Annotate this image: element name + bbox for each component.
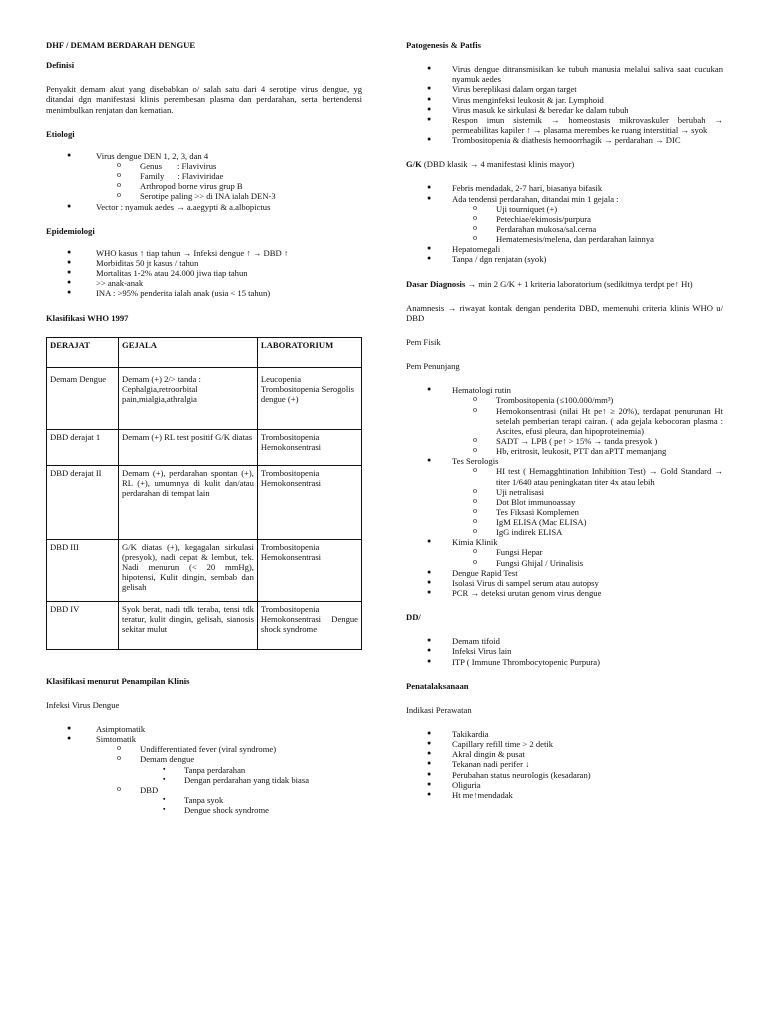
table-cell: G/K diatas (+), kegagalan sirkulasi (presyok), nadi cepat & lembut, tek. Nadi menurun (< 20 mmHg), hipotensi, Kulit dingin, sembab dan gelisah xyxy=(119,539,258,601)
list-item: ● ITP ( Immune Thrombocytopenic Purpura) xyxy=(406,657,723,667)
list-item: ● Virus menginfeksi leukosit & jar. Lymphoid xyxy=(406,95,723,105)
table-row xyxy=(47,539,362,601)
list-item: o Undifferentiated fever (viral syndrome) xyxy=(96,744,362,754)
list-item xyxy=(406,385,723,456)
list-item: ● INA : >95% penderita ialah anak (usia < 15 tahun) xyxy=(46,288,362,298)
table-row xyxy=(47,601,362,649)
list-item: o HI test ( Hemagghtination Inhibition Test) → Gold Standard → titer 1/640 atau peningkatan titer 4x atau lebih xyxy=(452,466,723,486)
list-item: o Family : Flaviviridae xyxy=(96,171,362,181)
klinis-intro: Infeksi Virus Dengue xyxy=(46,699,120,710)
dd-list xyxy=(406,636,723,666)
list-item: o Fungsi Ghijal / Urinalisis xyxy=(452,558,723,568)
list-item: o Arthropod borne virus grup B xyxy=(96,181,362,191)
dasar-text: → min 2 G/K + 1 kriteria laboratorium (sedikitnya terdpt pe↑ Ht) xyxy=(465,278,693,289)
column-header: DERAJAT xyxy=(47,337,119,367)
list-item: o Petechiae/ekimosis/purpura xyxy=(452,214,723,224)
dasar-diagnosis xyxy=(406,279,723,289)
list-item: o Uji tourniquet (+) xyxy=(452,204,723,214)
gk-note: (DBD klasik → 4 manifestasi klinis mayor) xyxy=(421,159,575,170)
list-item: ● PCR → deteksi urutan genom virus dengue xyxy=(406,588,723,598)
list-item xyxy=(96,785,362,815)
table-row xyxy=(47,367,362,429)
list-item: o Dot Blot immunoassay xyxy=(452,497,723,507)
table-cell: Demam (+) 2/> tanda : Cephalgia,retroorbital pain,mialgia,athralgia xyxy=(119,367,258,429)
list-item: o Hemokonsentrasi (nilai Ht pe↑ ≥ 20%), terdapat penurunan Ht setelah pemberian terapi cairan. ( ada gejala kebocoran plasma : Ascites, efusi pleura, dan hipoproteinemia) xyxy=(452,406,723,436)
list-item: ● Capillary refill time > 2 detik xyxy=(406,739,723,749)
indikasi-heading: Indikasi Perawatan xyxy=(406,704,472,715)
pem-penunjang: Pem Penunjang xyxy=(406,361,460,372)
list-item-text: Ada tendensi perdarahan, ditandai min 1 gejala : xyxy=(452,193,619,204)
left-column xyxy=(46,40,362,815)
table-row xyxy=(47,465,362,539)
list-item: ● Respon imun sistemik → homeostasis mikrovaskuler berubah → permeabilitas kapiler ↑ → plasama merembes ke ruang interstitial → syok xyxy=(406,115,723,135)
list-item: ▪ Dengan perdarahan yang tidak biasa xyxy=(140,775,362,785)
etiologi-heading: Etiologi xyxy=(46,128,75,139)
table-cell: Demam Dengue xyxy=(47,367,119,429)
list-item: ● Asimptomatik xyxy=(46,724,362,734)
list-item: o Fungsi Hepar xyxy=(452,547,723,557)
list-item-text: Kimia Klinik xyxy=(452,537,498,548)
list-item-text: Demam dengue xyxy=(140,754,195,765)
list-item: ● Virus dengue ditransmisikan ke tubuh manusia melalui saliva saat cucukan nyamuk aedes xyxy=(406,64,723,84)
list-item: ● >> anak-anak xyxy=(46,278,362,288)
table-cell: Trombositopenia Hemokonsentrasi xyxy=(257,539,361,601)
list-item: ● Oliguria xyxy=(406,780,723,790)
list-item: ● Akral dingin & pusat xyxy=(406,749,723,759)
list-item: ▪ Tanpa perdarahan xyxy=(140,765,362,775)
pem-fisik: Pem Fisik xyxy=(406,336,441,347)
list-item: ● Febris mendadak, 2-7 hari, biasanya bifasik xyxy=(406,183,723,193)
list-item: o IgM ELISA (Mac ELISA) xyxy=(452,517,723,527)
list-item-text: Virus dengue DEN 1, 2, 3, dan 4 xyxy=(96,150,209,161)
list-item: o Uji netralisasi xyxy=(452,487,723,497)
list-item: ● Demam tifoid xyxy=(406,636,723,646)
list-item: o Serotipe paling >> di INA ialah DEN-3 xyxy=(96,191,362,201)
epidemiologi-heading: Epidemiologi xyxy=(46,225,95,236)
etiologi-sublist xyxy=(96,161,362,202)
patogenesis-list xyxy=(406,64,723,145)
list-item: ● Perubahan status neurologis (kesadaran) xyxy=(406,770,723,780)
hematologi-sublist xyxy=(452,395,723,456)
table-cell: Demam (+), perdarahan spontan (+), RL (+), umumnya di kulit dan/atau perdarahan di tempat lain xyxy=(119,465,258,539)
dd-heading: DD/ xyxy=(406,612,421,623)
table-cell: DBD derajat 1 xyxy=(47,429,119,465)
dasar-heading: Dasar Diagnosis xyxy=(406,278,466,289)
list-item: ● Tekanan nadi perifer ↓ xyxy=(406,759,723,769)
list-item: ● Tanpa / dgn renjatan (syok) xyxy=(406,254,723,264)
table-cell: DBD III xyxy=(47,539,119,601)
list-item xyxy=(46,151,362,202)
list-item: o Tes Fiksasi Komplemen xyxy=(452,507,723,517)
etiologi-list xyxy=(46,151,362,212)
list-item: o IgG indirek ELISA xyxy=(452,527,723,537)
list-item xyxy=(96,754,362,784)
column-header: GEJALA xyxy=(119,337,258,367)
list-item: o Hematemesis/melena, dan perdarahan lainnya xyxy=(452,234,723,244)
list-item: ● WHO kasus ↑ tiap tahun → Infeksi dengue ↑ → DBD ↑ xyxy=(46,248,362,258)
table-header-row xyxy=(47,337,362,367)
list-item: ● Infeksi Virus lain xyxy=(406,646,723,656)
list-item: ● Mortalitas 1-2% atau 24.000 jiwa tiap tahun xyxy=(46,268,362,278)
kimia-sublist xyxy=(452,547,723,567)
list-item xyxy=(406,456,723,537)
gk-list xyxy=(406,183,723,264)
table-cell: Demam (+) RL test positif G/K diatas xyxy=(119,429,258,465)
anamnesis-text: Anamnesis → riwayat kontak dengan penderita DBD, memenuhi criteria klinis WHO u/ DBD xyxy=(406,302,723,323)
table-cell: Syok berat, nadi tdk teraba, tensi tdk teratur, kulit dingin, gelisah, sianosis sekitar mulut xyxy=(119,601,258,649)
list-item: ● Ht me↑mendadak xyxy=(406,790,723,800)
table-cell: Trombositopenia Hemokonsentrasi xyxy=(257,465,361,539)
column-header: LABORATORIUM xyxy=(257,337,361,367)
document-title: DHF / DEMAM BERDARAH DENGUE xyxy=(46,40,196,50)
klinis-heading: Klasifikasi menurut Penampilan Klinis xyxy=(46,675,190,686)
table-cell: Trombositopenia Hemokonsentrasi Dengue shock syndrome xyxy=(257,601,361,649)
klinis-subsublist xyxy=(140,765,362,785)
list-item: ● Morbiditas 50 jt kasus / tahun xyxy=(46,258,362,268)
list-item: ● Virus masuk ke sirkulasi & beredar ke dalam tubuh xyxy=(406,105,723,115)
list-item-text: Tes Serologis xyxy=(452,456,499,467)
table-cell: Trombositopenia Hemokonsentrasi xyxy=(257,429,361,465)
definisi-heading: Definisi xyxy=(46,60,75,71)
list-item: ● Hepatomegali xyxy=(406,244,723,254)
klasifikasi-table xyxy=(46,337,362,650)
gk-sublist xyxy=(452,204,723,245)
klinis-sublist xyxy=(96,744,362,815)
right-column xyxy=(406,40,723,800)
list-item: o Genus : Flavivirus xyxy=(96,161,362,171)
list-item: ▪ Tanpa syok xyxy=(140,795,362,805)
table-cell: Leucopenia Trombositopenia Serogolis dengue (+) xyxy=(257,367,361,429)
list-item: ● Isolasi Virus di sampel serum atau autopsy xyxy=(406,578,723,588)
list-item: o Hb, eritrosit, leukosit, PTT dan aPTT memanjang xyxy=(452,446,723,456)
table-cell: DBD IV xyxy=(47,601,119,649)
indikasi-list xyxy=(406,729,723,800)
list-item-text: DBD xyxy=(140,784,159,795)
epidemiologi-list xyxy=(46,248,362,299)
list-item: ● Trombositopenia & diathesis hemoorrhagik → perdarahan → DIC xyxy=(406,135,723,145)
list-item-text: Simtomatik xyxy=(96,734,137,745)
penunjang-list xyxy=(406,385,723,598)
list-item: o Perdarahan mukosa/sal.cerna xyxy=(452,224,723,234)
list-item: ● Dengue Rapid Test xyxy=(406,568,723,578)
definisi-text: Penyakit demam akut yang disebabkan o/ salah satu dari 4 serotipe virus dengue, yg ditandai dgn manifestasi klinis perembesan plasma dan perdarahan, serta bertendensi menimbulkan renjatan dan kematian. xyxy=(46,84,362,115)
list-item: ● Virus bereplikasi dalam organ target xyxy=(406,84,723,94)
klasifikasi-heading: Klasifikasi WHO 1997 xyxy=(46,312,129,323)
gk-heading: G/K xyxy=(406,159,422,170)
klinis-list xyxy=(46,724,362,815)
list-item: ▪ Dengue shock syndrome xyxy=(140,805,362,815)
table-row xyxy=(47,429,362,465)
list-item: ● Vector : nyamuk aedes → a.aegypti & a.albopictus xyxy=(46,202,362,212)
list-item xyxy=(46,734,362,815)
penatalaksanaan-heading: Penatalaksanaan xyxy=(406,680,469,691)
list-item: o Trombositopenia (≤100.000/mm³) xyxy=(452,395,723,405)
gk-line xyxy=(406,159,723,169)
list-item xyxy=(406,537,723,567)
list-item: ● Takikardia xyxy=(406,729,723,739)
list-item: o SADT → LPB ( pe↑ > 15% → tanda presyok ) xyxy=(452,436,723,446)
patogenesis-heading: Patogenesis & Patfis xyxy=(406,40,481,50)
list-item-text: Hematologi rutin xyxy=(452,385,511,396)
klinis-subsublist xyxy=(140,795,362,815)
table-cell: DBD derajat II xyxy=(47,465,119,539)
serologis-sublist xyxy=(452,466,723,537)
list-item xyxy=(406,194,723,245)
